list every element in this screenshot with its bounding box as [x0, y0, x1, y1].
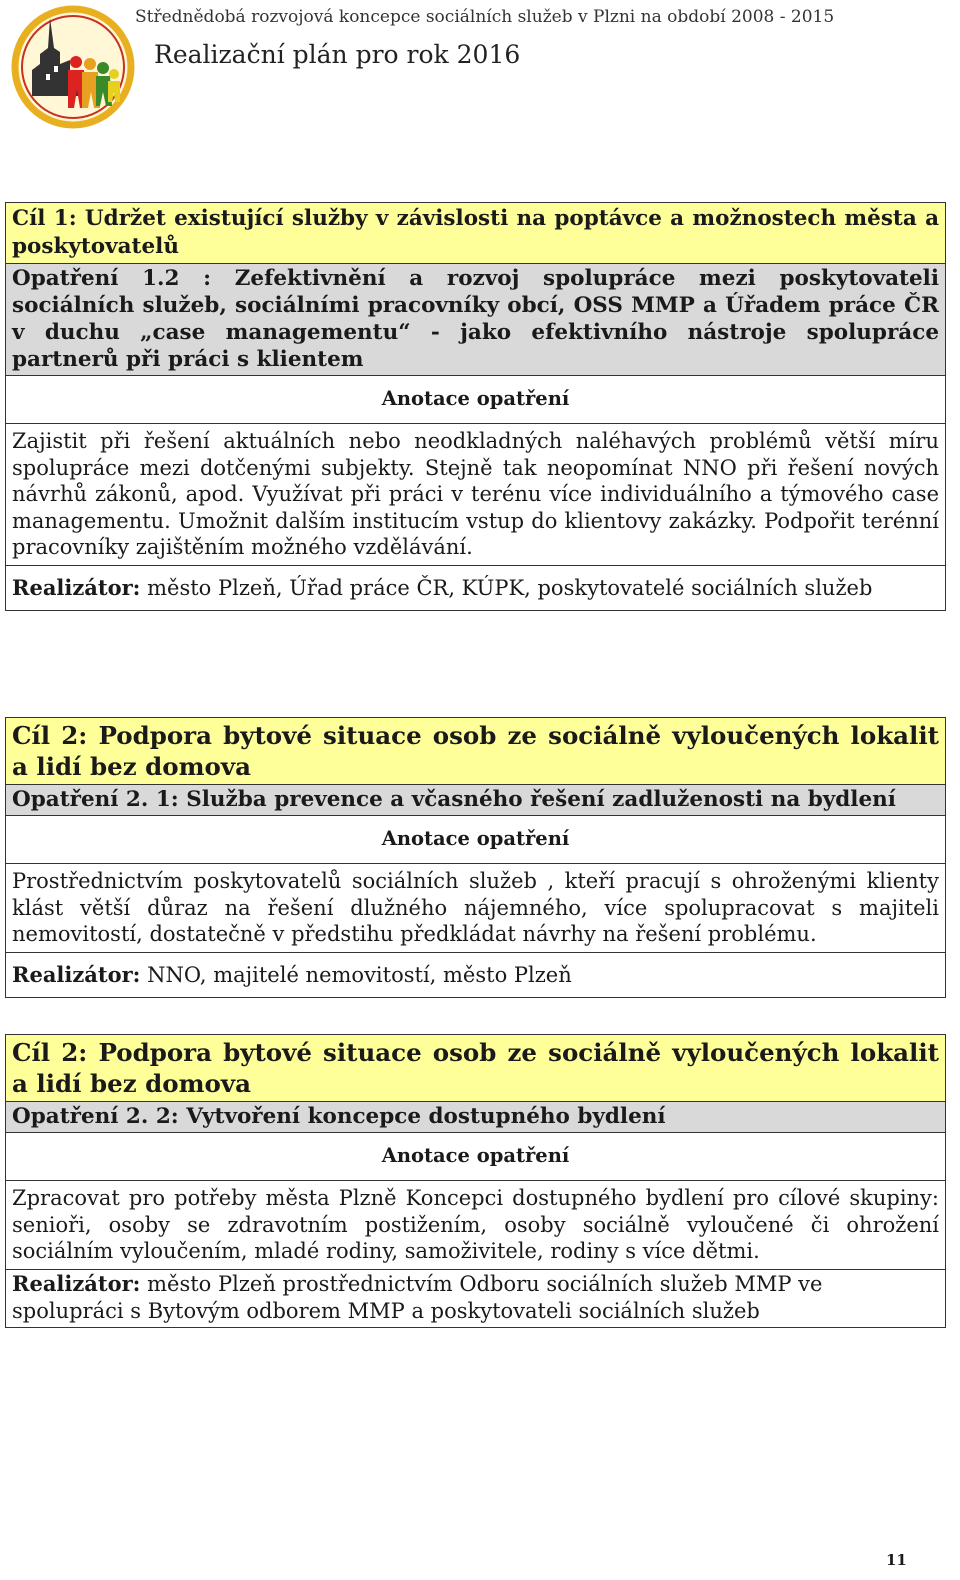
realizer-label: Realizátor: — [12, 961, 141, 987]
annotation-text: Prostřednictvím poskytovatelů sociálních služeb , kteří pracují s ohroženými klienty klást větší důraz na řešení dlužného nájemného, více spolupracovat s majiteli nemovitostí, dostatečně v předstihu předkládat návrhy na řešení problému. — [6, 864, 945, 953]
page-number: 11 — [886, 1551, 907, 1569]
realizer-text: NNO, majitelé nemovitostí, město Plzeň — [147, 962, 572, 987]
realizer-row — [6, 566, 945, 610]
measure-heading: Opatření 1.2 : Zefektivnění a rozvoj spolupráce mezi poskytovateli sociálních služeb, sociálními pracovníky obcí, OSS MMP a Úřadem práce ČR v duchu „case managementu“ - jako efektivního nástroje spolupráce partnerů při práci s klientem — [6, 264, 945, 376]
annotation-heading: Anotace opatření — [6, 376, 945, 424]
realizer-row — [6, 953, 945, 997]
realizer-label: Realizátor: — [12, 1270, 141, 1296]
goal-block-3 — [5, 1034, 946, 1328]
goal-heading: Cíl 2: Podpora bytové situace osob ze sociálně vyloučených lokalit a lidí bez domova — [6, 1035, 945, 1102]
realizer-text: město Plzeň, Úřad práce ČR, KÚPK, poskytovatelé sociálních služeb — [147, 575, 873, 600]
realizer-label: Realizátor: — [12, 574, 141, 600]
document-title: Střednědobá rozvojová koncepce sociálních služeb v Plzni na období 2008 - 2015 — [135, 7, 835, 27]
goal-block-1 — [5, 202, 946, 611]
goal-heading: Cíl 1: Udržet existující služby v závislosti na poptávce a možnostech města a poskytovatelů — [6, 203, 945, 264]
document-subtitle: Realizační plán pro rok 2016 — [154, 40, 521, 69]
measure-heading: Opatření 2. 2: Vytvoření koncepce dostupného bydlení — [6, 1102, 945, 1133]
goal-heading: Cíl 2: Podpora bytové situace osob ze sociálně vyloučených lokalit a lidí bez domova — [6, 718, 945, 785]
realizer-row — [6, 1270, 945, 1327]
annotation-text: Zpracovat pro potřeby města Plzně Koncepci dostupného bydlení pro cílové skupiny: senioři, osoby se zdravotním postižením, osoby sociálně vyloučené či ohrožení sociálním vyloučením, mladé rodiny, samoživitele, rodiny s více dětmi. — [6, 1181, 945, 1270]
plzen-logo-icon — [10, 4, 136, 130]
annotation-heading: Anotace opatření — [6, 816, 945, 864]
realizer-text: město Plzeň prostřednictvím Odboru sociálních služeb MMP ve spolupráci s Bytovým odborem MMP a poskytovateli sociálních služeb — [12, 1271, 823, 1323]
annotation-text: Zajistit při řešení aktuálních nebo neodkladných naléhavých problémů větší míru spolupráce mezi dotčenými subjekty. Stejně tak neopomínat NNO při řešení nových návrhů zákonů, apod. Využívat při práci v terénu více individuálního a týmového case managementu. Umožnit dalším institucím vstup do klientovy zakázky. Podpořit terénní pracovníky zajištěním možného vzdělávání. — [6, 424, 945, 566]
measure-heading: Opatření 2. 1: Služba prevence a včasného řešení zadluženosti na bydlení — [6, 785, 945, 816]
page-header — [0, 0, 960, 140]
annotation-heading: Anotace opatření — [6, 1133, 945, 1181]
goal-block-2 — [5, 717, 946, 998]
